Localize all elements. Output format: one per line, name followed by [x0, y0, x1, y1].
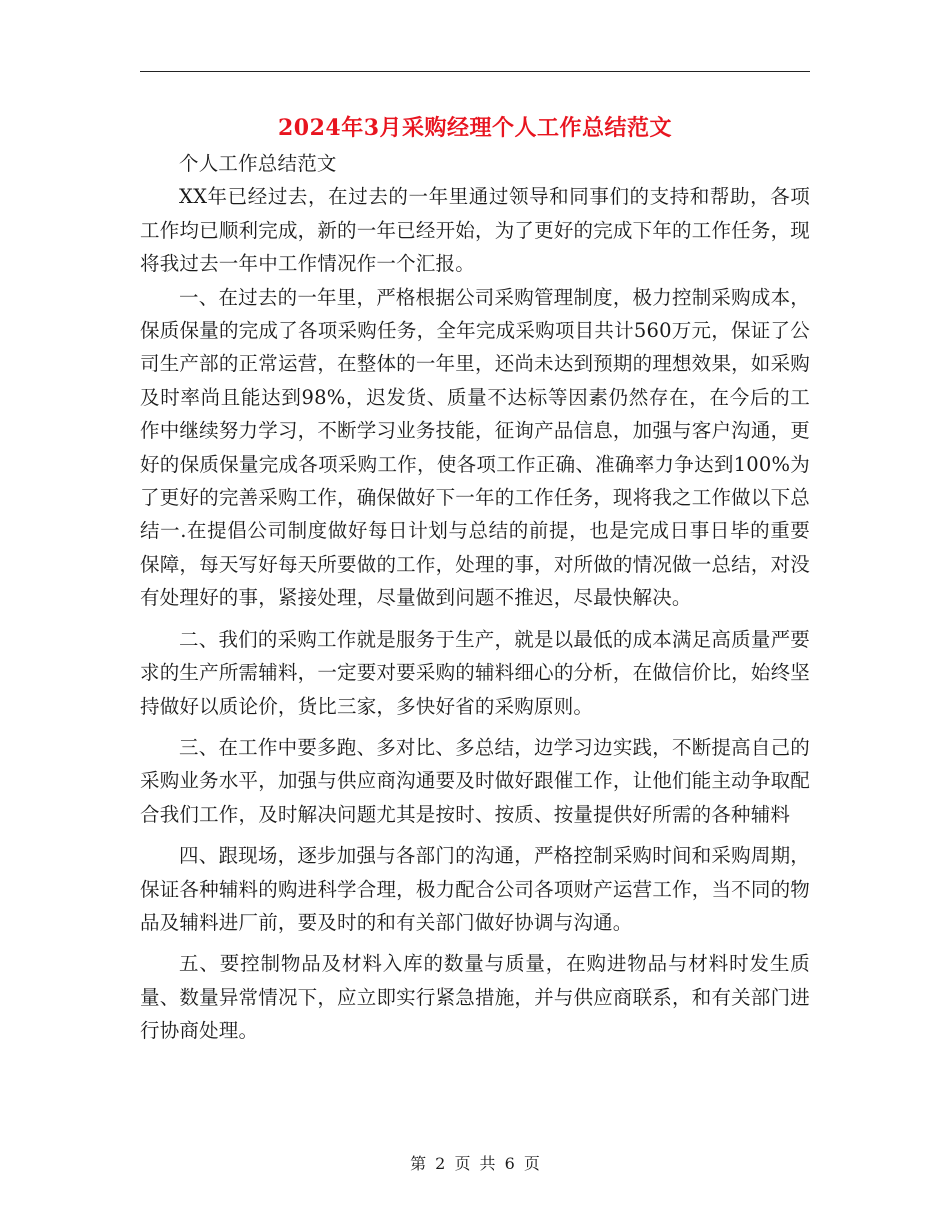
- paragraph-section-3: 三、在工作中要多跑、多对比、多总结，边学习边实践，不断提高自己的采购业务水平，加强与供应商沟通要及时做好跟催工作，让他们能主动争取配合我们工作，及时解决问题尤其是按时、按质、按量提供好所需的各种辅料: [140, 735, 810, 826]
- header-rule: [140, 71, 810, 72]
- paragraph-section-2: 二、我们的采购工作就是服务于生产，就是以最低的成本满足高质量严要求的生产所需辅料，一定要对要采购的辅料细心的分析，在做信价比，始终坚持做好以质论价，货比三家，多快好省的采购原则。: [140, 627, 810, 718]
- page-number: 第 2 页 共 6 页: [410, 1154, 540, 1173]
- paragraph-section-5: 五、要控制物品及材料入库的数量与质量，在购进物品与材料时发生质量、数量异常情况下，应立即实行紧急措施，并与供应商联系，和有关部门进行协商处理。: [140, 952, 810, 1043]
- paragraph-section-1: 一、在过去的一年里，严格根据公司采购管理制度，极力控制采购成本，保质保量的完成了各项采购任务，全年完成采购项目共计560万元，保证了公司生产部的正常运营，在整体的一年里，还尚未达到预期的理想效果，如采购及时率尚且能达到98%，迟发货、质量不达标等因素仍然存在，在今后的工作中继续努力学习，不断学习业务技能，征询产品信息，加强与客户沟通，更好的保质保量完成各项采购工作，使各项工作正确、准确率力争达到100%为了更好的完善采购工作，确保做好下一年的工作任务，现将我之工作做以下总结一.在提倡公司制度做好每日计划与总结的前提，也是完成日事日毕的重要保障，每天写好每天所要做的工作，处理的事，对所做的情况做一总结，对没有处理好的事，紧接处理，尽量做到问题不推迟，尽最快解决。: [140, 285, 810, 610]
- document-body: [140, 147, 810, 1048]
- paragraph-heading: 个人工作总结范文: [179, 152, 337, 175]
- paragraph-intro: XX年已经过去，在过去的一年里通过领导和同事们的支持和帮助，各项工作均已顺利完成，新的一年已经开始，为了更好的完成下年的工作任务，现将我过去一年中工作情况作一个汇报。: [140, 185, 810, 276]
- paragraph-section-4: 四、跟现场，逐步加强与各部门的沟通，严格控制采购时间和采购周期，保证各种辅料的购进科学合理，极力配合公司各项财产运营工作，当不同的物品及辅料进厂前，要及时的和有关部门做好协调与沟通。: [140, 844, 810, 934]
- document-title: 2024年3月采购经理个人工作总结范文: [277, 115, 673, 141]
